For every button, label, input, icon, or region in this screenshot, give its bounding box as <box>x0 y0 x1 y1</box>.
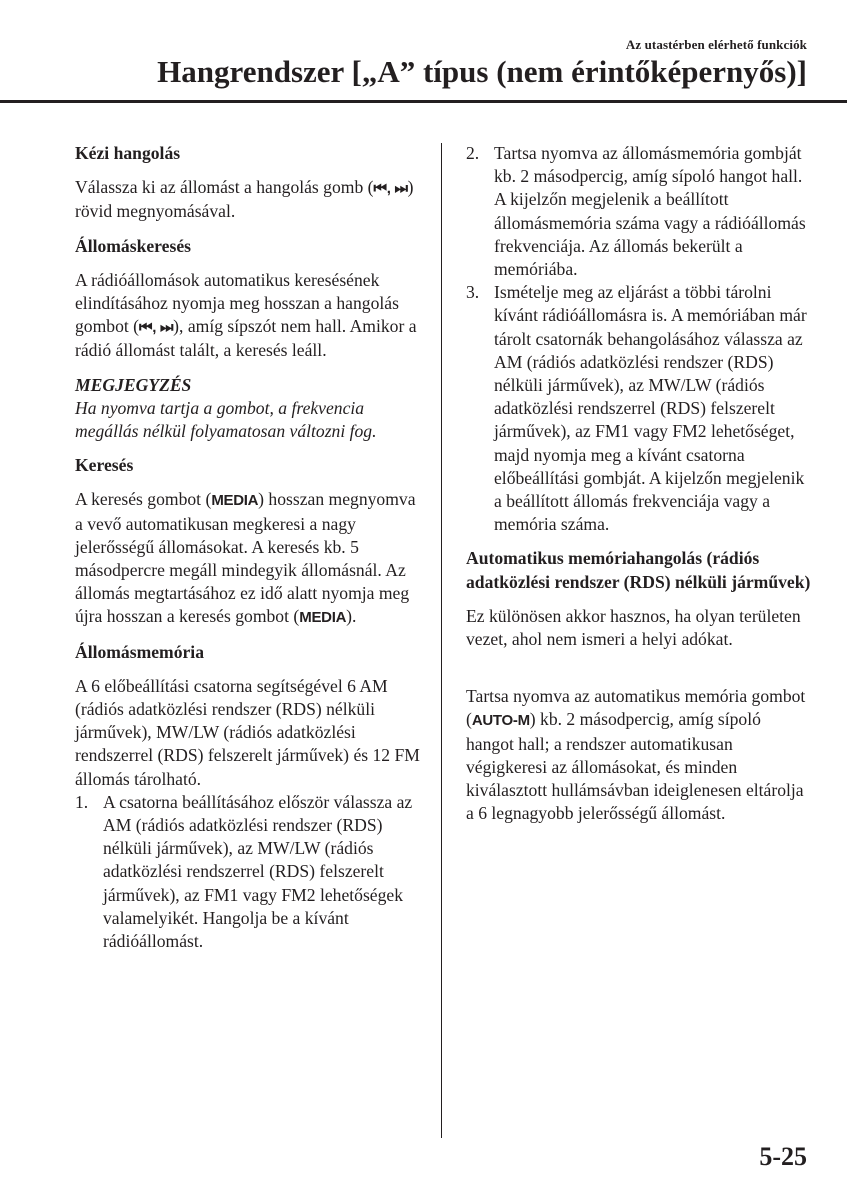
section-title: Az utastérben elérhető funkciók <box>625 37 807 52</box>
heading-kezi-hangolas: Kézi hangolás <box>75 143 181 163</box>
step-text: Tartsa nyomva az állomásmemória gombját kb. 2 másodpercig, amíg sípoló hangot hall. A kijelzőn megjelenik a beállított állomásmemória száma vagy a rádióállomás frekvenciája. Az állomás bekerült a memóriába. <box>494 143 806 280</box>
steps-list <box>466 142 811 536</box>
paragraph-kereses: A keresés gombot (MEDIA) hosszan megnyomva a vevő automatikusan megkeresi a nagy jelerősségű állomásokat. A keresés kb. 5 másodpercre megáll mindegyik állomásnál. Az állomás megtartásához ez idő alatt nyomja meg újra hosszan a keresés gombot (MEDIA). <box>75 489 416 627</box>
paragraph-kezi-hangolas: Válassza ki az állomást a hangolás gomb (⏮, ⏭) rövid megnyomásával. <box>75 177 414 222</box>
paragraph-automatikus-instructions: Tartsa nyomva az automatikus memória gombot (AUTO-M) kb. 2 másodpercig, amíg sípoló hangot hall; a rendszer automatikusan végigkeresi az állomásokat, és minden kiválasztott hullámsávban ideiglenesen eltárolja a 6 legnagyobb jelerősségű állomást. <box>466 686 806 824</box>
step-text: A csatorna beállításához először válassza az AM (rádiós adatközlési rendszer (RDS) nélküli járművek), az MW/LW (rádiós adatközlési rendszerrel (RDS) felszerelt járművek), az FM1 vagy FM2 lehetőségek valamelyikét. Hangolja be a kívánt rádióállomást. <box>103 791 413 952</box>
note-title: MEGJEGYZÉS <box>75 374 192 395</box>
list-item <box>466 142 811 281</box>
spacer <box>466 662 811 685</box>
header-rule <box>0 100 847 103</box>
step-number: 1. <box>75 791 89 812</box>
paragraph-allomaskereses: A rádióállomások automatikus keresésének elindításához nyomja meg hosszan a hangolás gombot (⏮, ⏭), amíg sípszót nem hall. Amikor a rádió állomást talált, a keresés leáll. <box>75 269 417 361</box>
page-number: 5-25 <box>759 1142 807 1171</box>
heading-allomaskereses: Állomáskeresés <box>75 235 191 256</box>
heading-automatikus-memoriahangolas: Automatikus memóriahangolás (rádiós adatközlési rendszer (RDS) nélküli járművek) <box>466 548 811 592</box>
media-button-label: MEDIA <box>211 492 259 510</box>
tune-button-label: ⏮, ⏭ <box>139 319 174 337</box>
column-divider <box>441 143 442 1138</box>
heading-kereses: Keresés <box>75 455 134 476</box>
media-button-label: MEDIA <box>299 609 347 627</box>
step-number: 2. <box>466 143 480 163</box>
paragraph-allomasmemoria: A 6 előbeállítási csatorna segítségével 6 AM (rádiós adatközlési rendszer (RDS) nélküli járművek), MW/LW (rádiós adatközlési rendszerrel (RDS) felszerelt járművek) és 12 FM állomás tárolható. <box>75 675 420 789</box>
list-item <box>75 791 425 953</box>
tune-button-label: ⏮, ⏭ <box>373 180 408 198</box>
steps-list <box>75 791 425 953</box>
auto-m-button-label: AUTO-M <box>471 712 530 730</box>
note-text: Ha nyomva tartja a gombot, a frekvencia megállás nélkül folyamatosan változni fog. <box>75 397 377 442</box>
right-column <box>466 142 811 836</box>
step-number: 3. <box>466 282 480 303</box>
paragraph-automatikus-intro: Ez különösen akkor hasznos, ha olyan területen vezet, ahol nem ismeri a helyi adókat. <box>466 605 801 650</box>
step-text: Ismételje meg az eljárást a többi tárolni kívánt rádióállomásra is. A memóriában már tárolt csatornák behangolásához válassza az AM (rádiós adatközlési rendszer (RDS) nélküli járművek), az MW/LW (rádiós adatközlési rendszerrel (RDS) felszerelt járművek), az FM1 vagy FM2 lehetőséget, majd nyomja meg a kívánt csatorna előbeállítási gombját. A kijelzőn megjelenik a beállított állomás frekvenciája vagy a memória száma. <box>494 282 807 535</box>
heading-allomasmemoria: Állomásmemória <box>75 641 204 662</box>
left-column <box>75 142 425 964</box>
page-title: Hangrendszer [„A” típus (nem érintőképernyős)] <box>157 54 807 89</box>
list-item <box>466 281 811 536</box>
